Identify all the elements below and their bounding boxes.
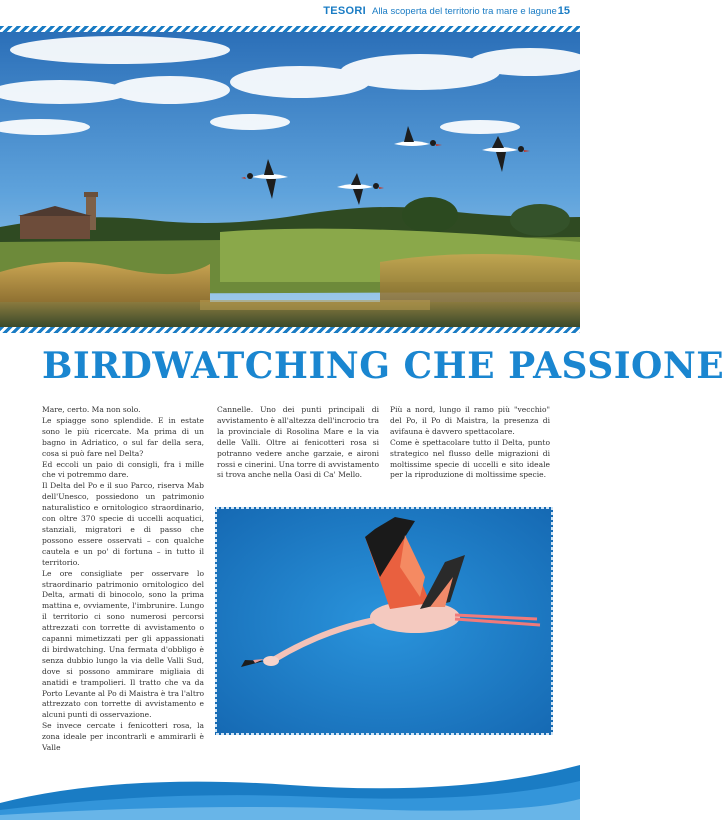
paragraph: Se invece cercate i fenicotteri rosa, la zona ideale per incontrarli e ammirarli è Valle bbox=[42, 721, 204, 753]
paragraph: Come è spettacolare tutto il Delta, punto strategico nel flusso delle migrazioni di moltissime specie di uccelli e sito ideale per la riproduzione di moltissime specie. bbox=[390, 437, 550, 480]
paragraph: Mare, certo. Ma non solo. bbox=[42, 405, 141, 414]
text-column-2 bbox=[217, 405, 379, 481]
text-column-1 bbox=[42, 405, 204, 754]
paragraph: Il Delta del Po e il suo Parco, riserva Mab dell'Unesco, possiedono un patrimonio naturalistico e ornitologico straordinario, con oltre 370 specie di uccelli acquatici, stanziali, migratori e di passo che possono essere osservati – con qualche cautela e un po' di fortuna – in tutto il territorio. bbox=[42, 481, 204, 567]
paragraph: Più a nord, lungo il ramo più "vecchio" del Po, il Po di Maistra, la presenza di avifauna è davvero spettacolare. bbox=[390, 405, 550, 436]
text-column-3 bbox=[390, 405, 550, 481]
bottom-stripe-divider bbox=[0, 327, 580, 333]
paragraph: Le spiagge sono splendide. E in estate sono le più ricercate. Ma prima di un bagno in Adriatico, o sul far della sera, cosa si può fare nel Delta? bbox=[42, 415, 204, 458]
section-subtitle: Alla scoperta del territorio tra mare e lagune bbox=[372, 6, 557, 17]
lagoon-birds-image bbox=[0, 32, 580, 327]
flamingo-photo bbox=[215, 507, 553, 735]
hero-photo-lagoon bbox=[0, 32, 580, 327]
decorative-bottom-wave bbox=[0, 755, 580, 820]
flamingo-in-flight-image bbox=[215, 507, 553, 735]
section-label: TESORI bbox=[323, 5, 366, 17]
page-header bbox=[0, 0, 580, 24]
article-title: BIRDWATCHING CHE PASSIONE bbox=[42, 345, 724, 387]
page-number: 15 bbox=[557, 5, 570, 17]
paragraph: Ed eccoli un paio di consigli, fra i mille che vi potremmo dare. bbox=[42, 459, 204, 480]
paragraph: Le ore consigliate per osservare lo straordinario patrimonio ornitologico del Delta, armati di binocolo, sono la prima mattina e, ovviamente, l'imbrunire. Lungo il territorio ci sono numerosi percorsi attrezzati con torrette di avvistamento o capanni mimetizzati per gli appassionati di birdwatching. Una fermata d'obbligo è senza dubbio lungo la via delle Valli Sud, dove si possono ammirare migliaia di anatidi e trampolieri. Il tratto che va da Porto Levante al Po di Maistra è tra l'altro attrezzato con torrette di avvistamento e alcuni punti di osservazione. bbox=[42, 568, 204, 720]
paragraph: Cannelle. Uno dei punti principali di avvistamento è all'altezza dell'incrocio tra la provinciale di Rosolina Mare e la via delle Valli. Oltre ai fenicotteri rosa si potranno vedere anche garzaie, e aironi rossi e cinerini. Una torre di avvistamento si trova anche nella Oasi di Ca' Mello. bbox=[217, 405, 379, 480]
